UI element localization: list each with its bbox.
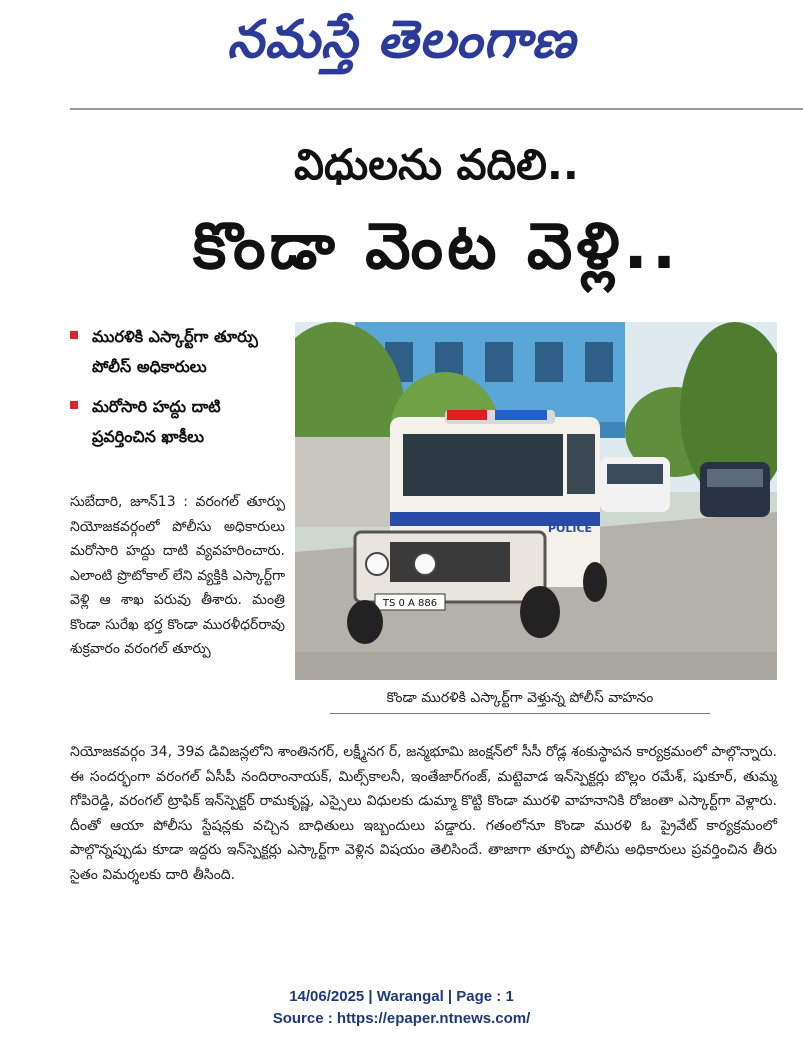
police-door-text: POLICE: [547, 522, 593, 535]
newspaper-logo-text: నమస్తే తెలంగాణ: [227, 9, 576, 70]
footer-date-edition: 14/06/2025 | Warangal | Page : 1: [289, 988, 514, 1005]
bullet-text: మురళికి ఎస్కార్ట్‌గా తూర్పు పోలీస్ అధికారులు: [92, 327, 258, 376]
article-body-continuation: నియోజకవర్గం 34, 39వ డివిజన్లలోని శాంతినగర్, లక్ష్మీనగ ర్, జన్మభూమి జంక్షన్‌లో సీసీ రోడ్ల శంకుస్థాపన కార్యక్రమంలో పాల్గొన్నారు. ఈ సందర్భంగా వరంగల్ ఏసీపీ నందిరాంనాయక్, మిల్స్‌కాలనీ, ఇంతేజార్‌గంజ్, మట్టెవాడ ఇన్‌స్పెక్టర్లు బొల్లం రమేశ్, షుకూర్, తుమ్మ గోపిరెడ్డి, వరంగల్ ట్రాఫిక్ ఇన్‌స్పెక్టర్ రామకృష్ణ, ఎస్సైలు విధులకు డుమ్మా కొట్టి కొండా మురళి వాహనానికి రోజంతా ఎస్కార్ట్‌గా వెళ్లారు. దీంతో ఆయా పోలీసు స్టేషన్లకు వచ్చిన బాధితులు ఇబ్బందులు పడ్డారు. గతంలోనూ కొండా మురళి ఓ ప్రైవేట్ కార్యక్రమంలో పాల్గొన్నప్పుడు కూడా ఇద్దరు ఇన్‌స్పెక్టర్లు ఎస్కార్ట్‌గా వెళ్లిన విషయం తెలిసిందే. తాజాగా తూర్పు పోలీసు అధికారులు ప్రవర్తించిన తీరు సైతం విమర్శలకు దారి తీసింది.: [70, 744, 777, 883]
bullet-text: మరోసారి హద్దు దాటి ప్రవర్తించిన ఖాకీలు: [92, 397, 221, 446]
masthead: [0, 0, 803, 92]
license-plate: TS 0 A 886: [382, 598, 438, 609]
news-photo: [295, 322, 777, 680]
highlight-bullets: [70, 322, 285, 462]
headline-line-2: కొండా వెంట వెళ్లి..: [192, 210, 681, 284]
header-divider: [70, 108, 803, 110]
bullet-item: [70, 392, 285, 452]
bullet-square-icon: [70, 401, 78, 409]
headline-line-1: విధులను వదిలి..: [294, 140, 579, 189]
page-footer: [0, 986, 803, 1030]
footer-source-link[interactable]: Source : https://epaper.ntnews.com/: [272, 1010, 531, 1027]
bullet-item: [70, 322, 285, 382]
photo-caption: కొండా మురళికి ఎస్కార్ట్‌గా వెళ్తున్న పోలీస్ వాహనం: [330, 690, 710, 714]
police-vehicle-photo: [295, 322, 777, 680]
bullet-square-icon: [70, 331, 78, 339]
article-body-intro: సుబేదారి, జూన్13 : వరంగల్ తూర్పు నియోజకవర్గంలో పోలీసు అధికారులు మరోసారి హద్దు దాటి వ్యవహరించారు. ఎలాంటి ప్రొటోకాల్ లేని వ్యక్తికి ఎస్కార్ట్‌గా వెళ్లి ఆ శాఖ పరువు తీశారు. మంత్రి కొండా సురేఖ భర్త కొండా మురళీధర్‌రావు శుక్రవారం వరంగల్ తూర్పు: [70, 494, 285, 657]
